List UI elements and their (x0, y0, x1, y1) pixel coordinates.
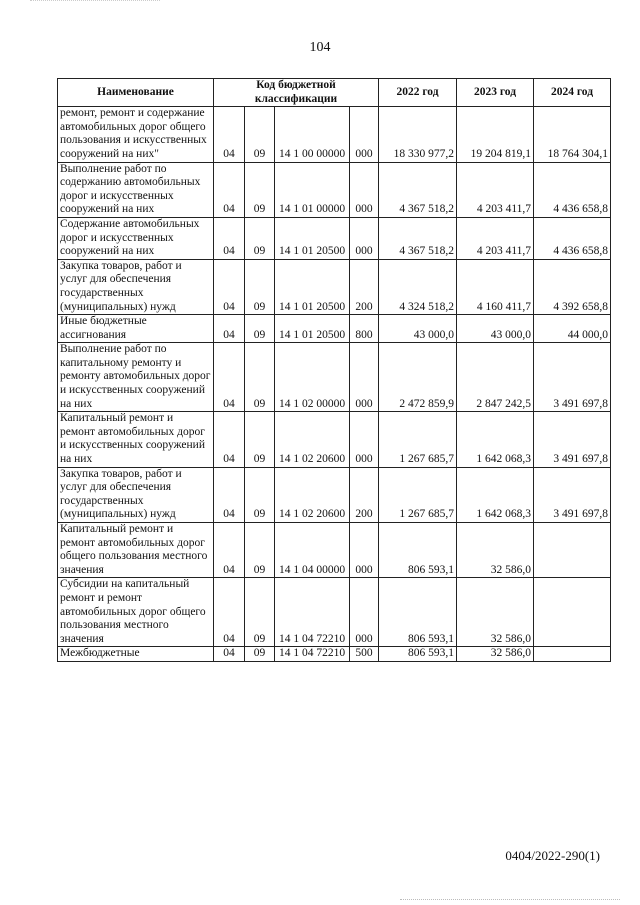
cell-expense-type: 200 (350, 467, 379, 522)
cell-2022: 1 267 685,7 (379, 467, 457, 522)
cell-2024 (534, 647, 611, 662)
header-code: Код бюджетной классификации (214, 79, 379, 107)
scan-artifact-bottom (400, 899, 620, 903)
cell-2023: 32 586,0 (457, 647, 534, 662)
cell-section: 04 (214, 578, 245, 647)
cell-name: Иные бюджетные ассигнования (58, 315, 214, 343)
cell-subsection: 09 (245, 217, 275, 259)
table-row (58, 467, 611, 522)
cell-2024: 4 436 658,8 (534, 162, 611, 217)
cell-2022: 806 593,1 (379, 523, 457, 578)
cell-2022: 4 324 518,2 (379, 259, 457, 314)
cell-subsection: 09 (245, 343, 275, 412)
cell-2024: 3 491 697,8 (534, 467, 611, 522)
cell-target-article: 14 1 01 20500 (275, 259, 350, 314)
cell-name: Межбюджетные (58, 647, 214, 662)
cell-target-article: 14 1 04 00000 (275, 523, 350, 578)
cell-2023: 43 000,0 (457, 315, 534, 343)
cell-2022: 806 593,1 (379, 647, 457, 662)
cell-name: Выполнение работ по содержанию автомобильных дорог и искусственных сооружений на них (58, 162, 214, 217)
cell-2023: 4 203 411,7 (457, 162, 534, 217)
table-body (58, 107, 611, 662)
cell-expense-type: 000 (350, 162, 379, 217)
cell-target-article: 14 1 01 20500 (275, 315, 350, 343)
table-row (58, 217, 611, 259)
cell-name: Субсидии на капитальный ремонт и ремонт автомобильных дорог общего пользования местного значения (58, 578, 214, 647)
cell-2022: 4 367 518,2 (379, 217, 457, 259)
cell-name: ремонт, ремонт и содержание автомобильных дорог общего пользования и искусственных сооружений на них" (58, 107, 214, 162)
cell-2022: 43 000,0 (379, 315, 457, 343)
cell-target-article: 14 1 02 20600 (275, 467, 350, 522)
cell-subsection: 09 (245, 162, 275, 217)
cell-name: Содержание автомобильных дорог и искусственных сооружений на них (58, 217, 214, 259)
cell-2023: 1 642 068,3 (457, 412, 534, 467)
cell-section: 04 (214, 315, 245, 343)
cell-expense-type: 000 (350, 412, 379, 467)
cell-expense-type: 000 (350, 343, 379, 412)
cell-target-article: 14 1 01 20500 (275, 217, 350, 259)
cell-expense-type: 000 (350, 107, 379, 162)
cell-section: 04 (214, 107, 245, 162)
document-code: 0404/2022-290(1) (505, 848, 600, 863)
cell-target-article: 14 1 02 00000 (275, 343, 350, 412)
cell-section: 04 (214, 343, 245, 412)
table-row (58, 578, 611, 647)
header-2022: 2022 год (379, 79, 457, 107)
cell-name: Закупка товаров, работ и услуг для обеспечения государственных (муниципальных) нужд (58, 467, 214, 522)
cell-2024: 3 491 697,8 (534, 343, 611, 412)
table-row (58, 259, 611, 314)
table-row (58, 315, 611, 343)
table-row (58, 343, 611, 412)
cell-subsection: 09 (245, 647, 275, 662)
cell-section: 04 (214, 162, 245, 217)
header-2023: 2023 год (457, 79, 534, 107)
cell-target-article: 14 1 00 00000 (275, 107, 350, 162)
budget-table (57, 78, 611, 662)
cell-expense-type: 000 (350, 217, 379, 259)
cell-2023: 1 642 068,3 (457, 467, 534, 522)
table-header-row (58, 79, 611, 107)
table-row (58, 162, 611, 217)
table-row (58, 107, 611, 162)
cell-expense-type: 500 (350, 647, 379, 662)
cell-2022: 4 367 518,2 (379, 162, 457, 217)
cell-subsection: 09 (245, 412, 275, 467)
header-name: Наименование (58, 79, 214, 107)
cell-2022: 2 472 859,9 (379, 343, 457, 412)
cell-section: 04 (214, 523, 245, 578)
cell-2023: 2 847 242,5 (457, 343, 534, 412)
cell-section: 04 (214, 412, 245, 467)
cell-name: Выполнение работ по капитальному ремонту и ремонту автомобильных дорог и искусственных сооружений на них (58, 343, 214, 412)
cell-2022: 806 593,1 (379, 578, 457, 647)
cell-name: Закупка товаров, работ и услуг для обеспечения государственных (муниципальных) нужд (58, 259, 214, 314)
cell-expense-type: 000 (350, 578, 379, 647)
cell-target-article: 14 1 04 72210 (275, 647, 350, 662)
cell-expense-type: 000 (350, 523, 379, 578)
cell-2023: 32 586,0 (457, 578, 534, 647)
page-number: 104 (309, 40, 331, 55)
cell-2024 (534, 578, 611, 647)
cell-subsection: 09 (245, 315, 275, 343)
cell-2024: 4 436 658,8 (534, 217, 611, 259)
cell-2024 (534, 523, 611, 578)
cell-section: 04 (214, 259, 245, 314)
table-row (58, 647, 611, 662)
scan-artifact-top (30, 0, 160, 3)
cell-2024: 18 764 304,1 (534, 107, 611, 162)
cell-2022: 18 330 977,2 (379, 107, 457, 162)
cell-2023: 4 203 411,7 (457, 217, 534, 259)
cell-target-article: 14 1 01 00000 (275, 162, 350, 217)
cell-subsection: 09 (245, 523, 275, 578)
header-2024: 2024 год (534, 79, 611, 107)
cell-subsection: 09 (245, 578, 275, 647)
cell-name: Капитальный ремонт и ремонт автомобильных дорог и искусственных сооружений на них (58, 412, 214, 467)
table-row (58, 523, 611, 578)
cell-section: 04 (214, 467, 245, 522)
cell-expense-type: 800 (350, 315, 379, 343)
cell-subsection: 09 (245, 107, 275, 162)
cell-2024: 3 491 697,8 (534, 412, 611, 467)
cell-2023: 19 204 819,1 (457, 107, 534, 162)
cell-2024: 4 392 658,8 (534, 259, 611, 314)
cell-subsection: 09 (245, 467, 275, 522)
table-row (58, 412, 611, 467)
cell-2023: 32 586,0 (457, 523, 534, 578)
cell-2024: 44 000,0 (534, 315, 611, 343)
cell-expense-type: 200 (350, 259, 379, 314)
cell-target-article: 14 1 04 72210 (275, 578, 350, 647)
cell-section: 04 (214, 217, 245, 259)
cell-target-article: 14 1 02 20600 (275, 412, 350, 467)
cell-name: Капитальный ремонт и ремонт автомобильных дорог общего пользования местного значения (58, 523, 214, 578)
cell-2022: 1 267 685,7 (379, 412, 457, 467)
cell-subsection: 09 (245, 259, 275, 314)
cell-section: 04 (214, 647, 245, 662)
cell-2023: 4 160 411,7 (457, 259, 534, 314)
